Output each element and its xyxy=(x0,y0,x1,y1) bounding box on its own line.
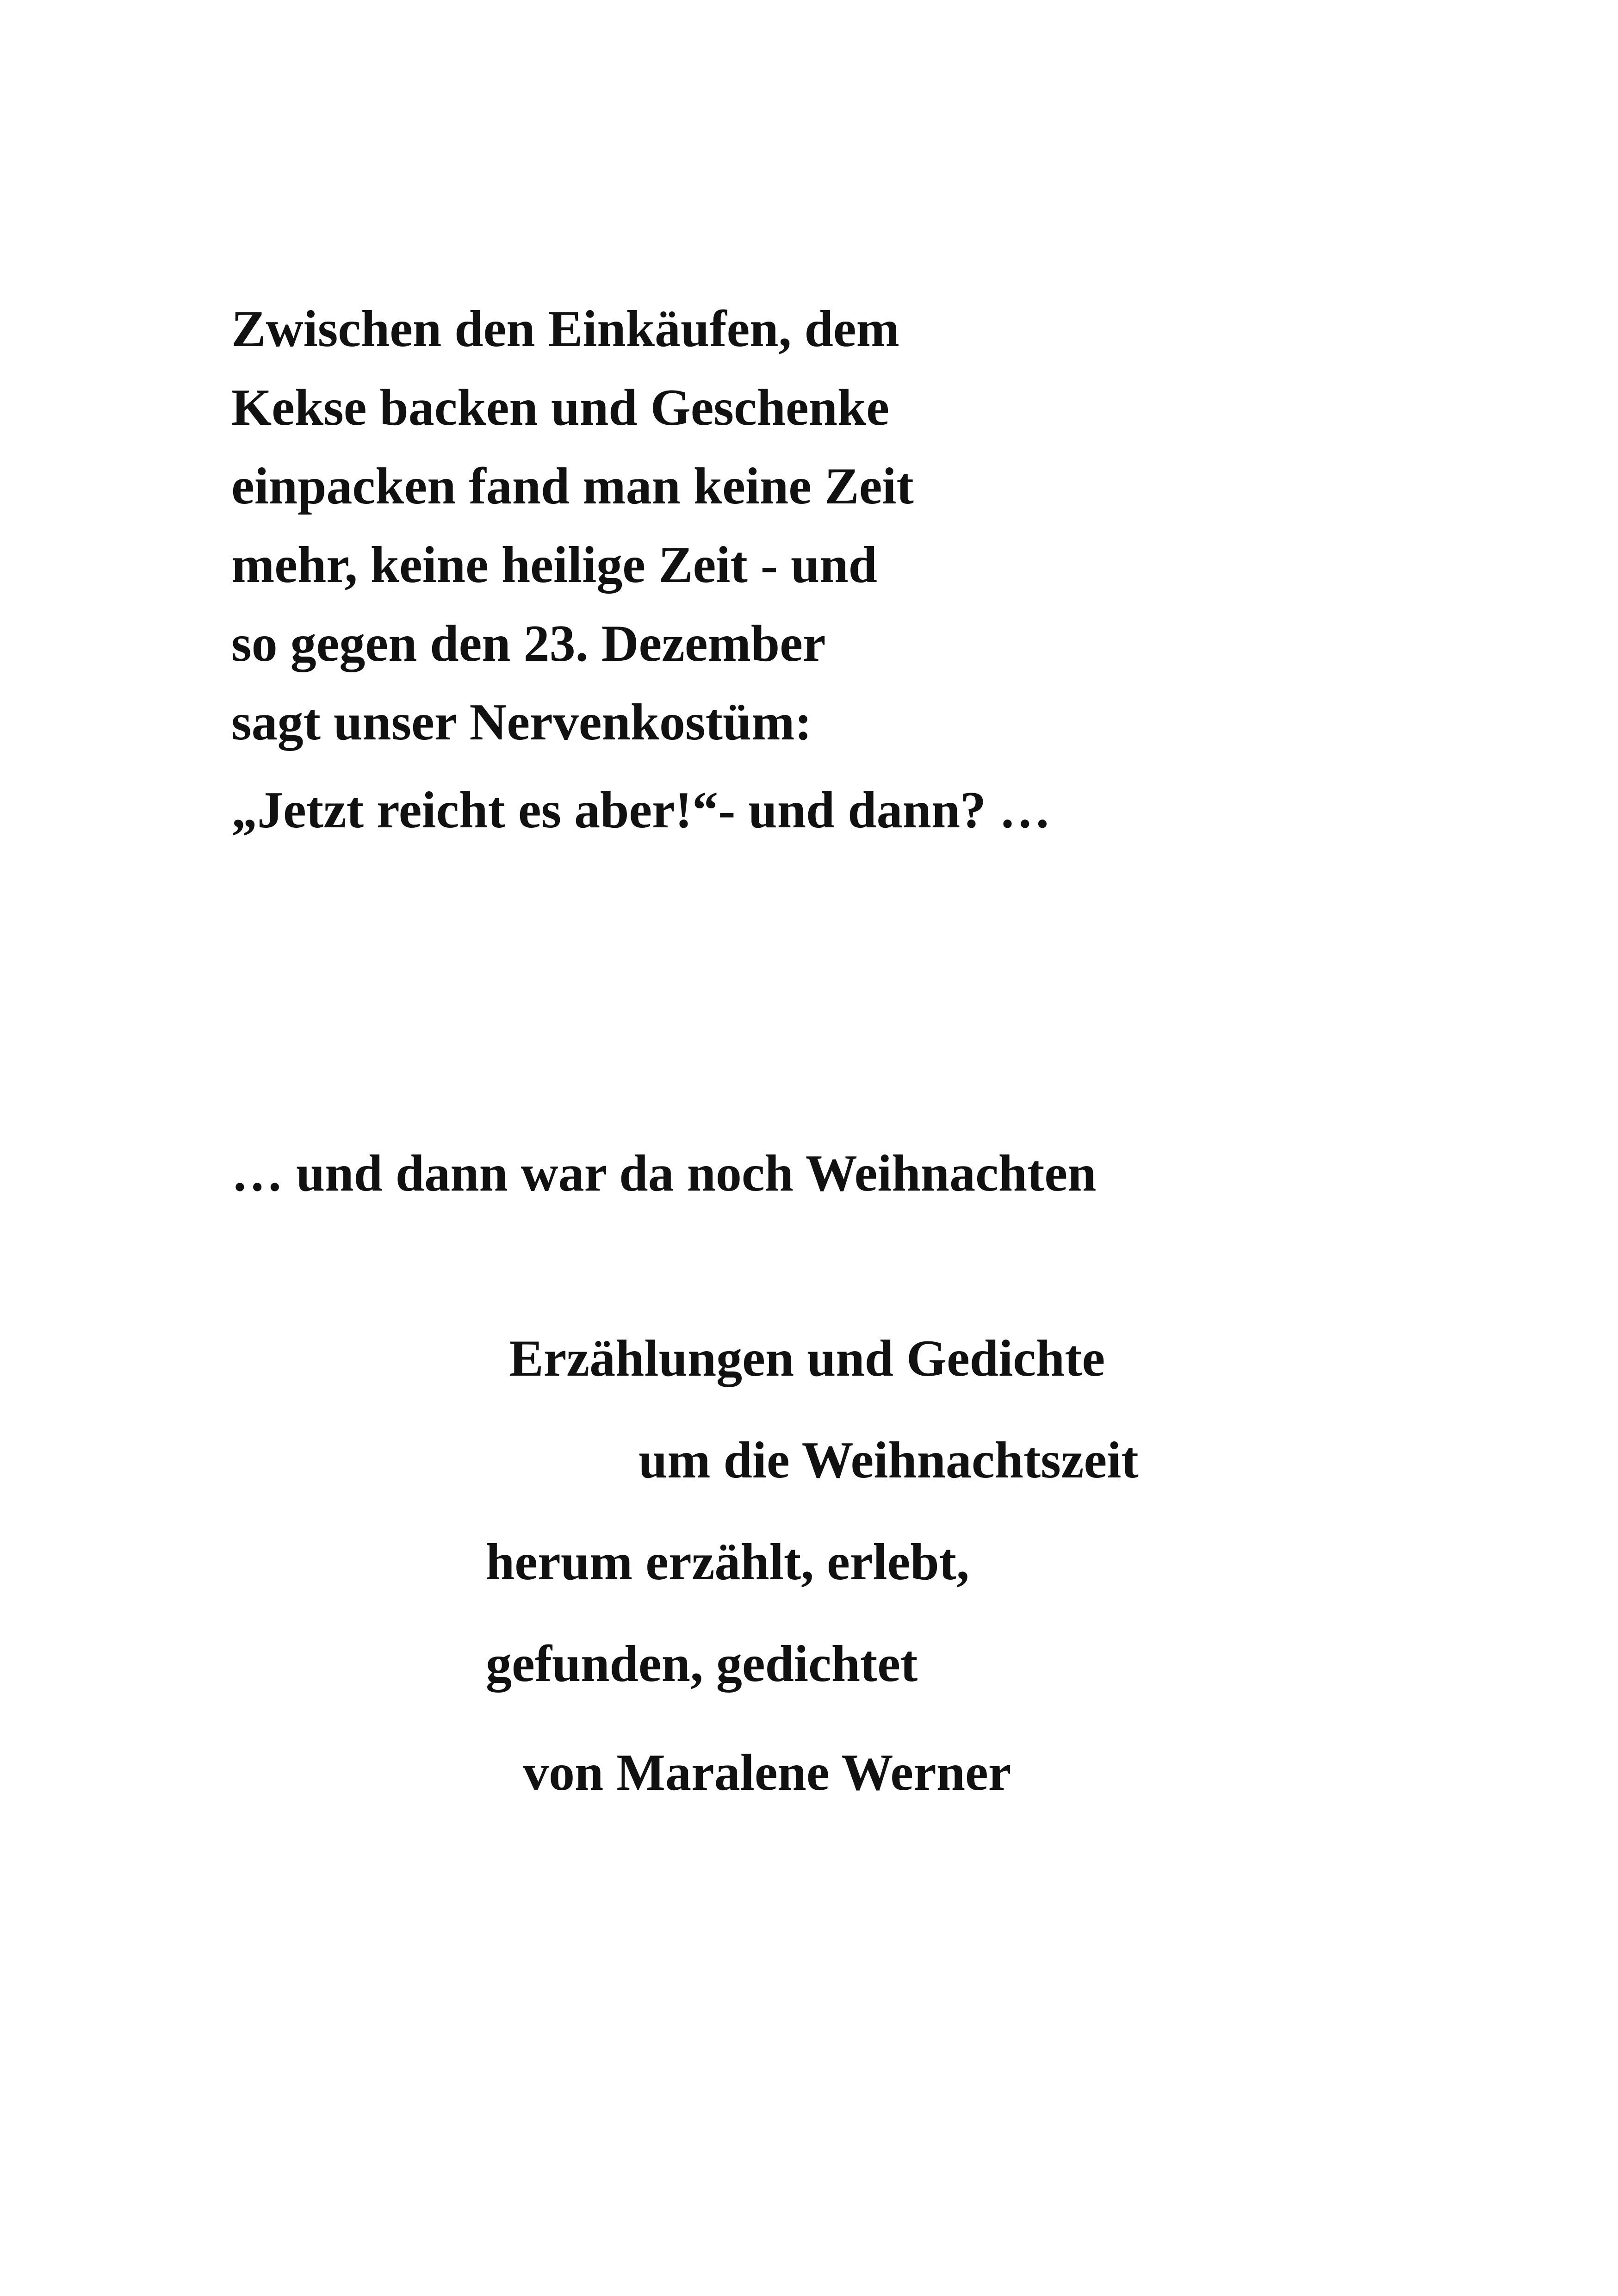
intro-line-1: Zwischen den Einkäufen, dem xyxy=(231,300,899,358)
subtitle-line-2: um die Weihnachtszeit xyxy=(639,1432,1139,1489)
intro-line-2: Kekse backen und Geschenke xyxy=(231,379,889,436)
author-line: von Maralene Werner xyxy=(523,1744,1011,1801)
subtitle-line-4: gefunden, gedichtet xyxy=(486,1635,918,1693)
book-title: … und dann war da noch Weihnachten xyxy=(231,1145,1097,1202)
intro-line-5: so gegen den 23. Dezember xyxy=(231,615,826,672)
subtitle-line-3: herum erzählt, erlebt, xyxy=(486,1533,969,1591)
subtitle-line-1: Erzählungen und Gedichte xyxy=(509,1330,1105,1387)
intro-line-4: mehr, keine heilige Zeit - und xyxy=(231,536,877,594)
intro-line-3: einpacken fand man keine Zeit xyxy=(231,458,914,515)
intro-line-7: „Jetzt reicht es aber!“- und dann? … xyxy=(231,782,1051,839)
intro-line-6: sagt unser Nervenkostüm: xyxy=(231,694,812,751)
